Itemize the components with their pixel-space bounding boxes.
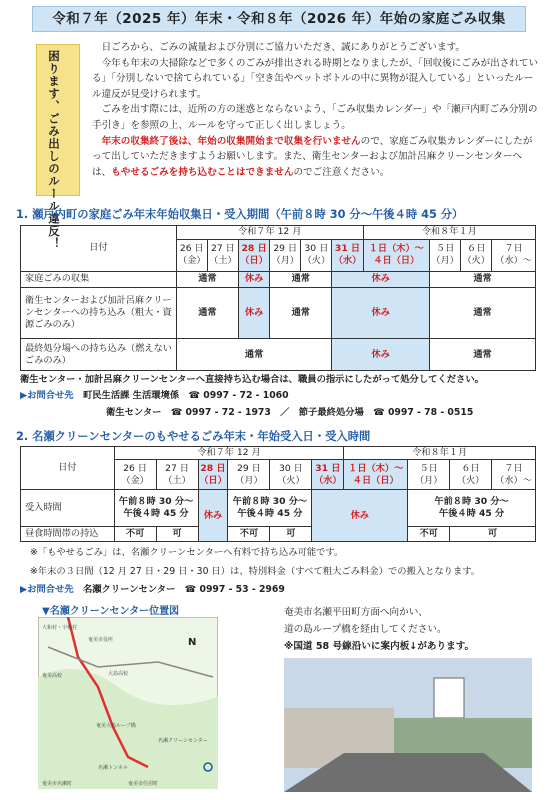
map-label: 奄美高校 [42,673,63,679]
day-5: ５日 （月） [408,460,450,490]
day-6: ６日 （火） [461,239,492,271]
intro-red-1: 年末の収集終了後は、年始の収集開始まで収集を行いません [101,135,361,147]
intro-mid: ので、家庭ごみ収集カレンダーにしたがって出していただきますようお願いします。また、衛生センターおよび加計呂麻クリーンセンターへは、 [92,135,533,178]
day-7: ７日 （水）～ [492,239,536,271]
date-label: 日付 [21,447,115,490]
intro-paragraph-3: ごみを出す際には、近所の方の迷惑とならないよう、「ごみ収集カレンダー」や「瀬戸内町ごみ分別の手引き」を参照の上、ルールを守って正しく出しましょう。 [92,104,538,131]
day-7: ７日 （水）～ [492,460,536,490]
day-27: 27 日 （土） [207,239,238,271]
contact-text: 町民生活課 生活環境係 ☎ 0997 - 72 - 1060 [82,390,289,401]
intro-end: のでご注意ください。 [293,166,390,178]
cell: 不可 [228,526,270,541]
cell: 通常 [430,271,536,288]
day-5: ５日 （月） [430,239,461,271]
row-hours-label: 受入時間 [21,490,115,526]
schedule-table-2 [20,446,536,542]
cell: 午前８時 30 分～ 午後４時 45 分 [228,490,312,526]
cell-holiday: 休み [332,271,430,288]
page-title: 令和７年（2025 年）年末・令和８年（2026 年）年始の家庭ごみ収集 [32,6,526,32]
map-label: 名瀬トンネル [98,765,128,771]
cell-holiday: 休み [312,490,408,542]
day-28: 28 日 （日） [198,460,228,490]
month-r7: 令和７年 12 月 [176,226,363,240]
day-6: ６日 （火） [450,460,492,490]
cell: 可 [156,526,198,541]
contact-text: 名瀬クリーンセンター ☎ 0997 - 53 - 2969 [82,584,285,595]
cell: 通常 [430,339,536,371]
directions [284,604,474,655]
directions-line-2: 道の島ループ橋を経由してください。 [284,624,447,635]
cell-holiday: 休み [332,339,430,371]
cell: 通常 [270,271,332,288]
day-30: 30 日 （火） [301,239,332,271]
north-label: N [188,637,197,648]
section2-note-2: ※年末の３日間（12 月 27 日・29 日・30 日）は、特別料金（すべて粗大ごみ料金）での搬入となります。 [30,566,481,577]
cell: 通常 [176,271,238,288]
month-r8: 令和８年１月 [363,226,535,240]
directions-line-1: 奄美市名瀬平田町方面へ向かい、 [284,607,428,618]
section1-contact-2 [106,406,473,420]
cell: 午前８時 30 分～ 午後４時 45 分 [408,490,536,526]
intro-red-2: もやせるごみを持ち込むことはできません [111,166,294,178]
month-r7: 令和７年 12 月 [114,447,344,460]
road-sign-photo [284,658,532,792]
day-1-4: １日（木）～ ４日（日） [363,239,429,271]
section2-contact [20,583,285,597]
section1-heading: 1. 瀬戸内町の家庭ごみ年末年始収集日・受入期間（午前８時 30 分～午後４時 45 分） [16,208,464,221]
intro-paragraph-1: 日ごろから、ごみの減量および分別にご協力いただき、誠にありがとうございます。 [101,42,466,53]
section1-note: 衛生センター・加計呂麻クリーンセンターへ直接持ち込む場合は、職員の指示にしたがって処分してください。 [20,374,484,385]
day-31: 31 日 （水） [332,239,363,271]
cell: 通常 [176,339,332,371]
cell: 不可 [408,526,450,541]
day-28: 28 日 （日） [239,239,270,271]
location-map [38,617,218,789]
day-1-4: １日（木）～ ４日（日） [344,460,408,490]
intro-paragraph-2: 今年も年末の大掃除などで多くのごみが排出される時期となりましたが、「回収後にごみが出されている」「分別しないで捨てられている」「空き缶やペットボトルの中に異物が混入している」といったルール違反が見受けられます。 [92,57,539,100]
cell: 可 [270,526,312,541]
map-title: ▼名瀬クリーンセンター位置図 [42,606,180,617]
contact-label: ▶お問合せ先 [20,390,74,401]
row-center-label: 衛生センターおよび加計呂麻クリーンセンターへの持ち込み（粗大・資源ごみのみ） [21,288,177,339]
cell: 午前８時 30 分～ 午後４時 45 分 [114,490,198,526]
map-label: 名瀬クリーンセンター [158,738,208,744]
section2-heading: 2. 名瀬クリーンセンターのもやせるごみ年末・年始受入日・受入時間 [16,430,371,443]
map-label: 大和村・宇検村 [42,625,78,631]
cell-holiday: 休み [332,288,430,339]
contact-text: 衛生センター ☎ 0997 - 72 - 1973 ／ 節子最終処分場 ☎ 0997 - 78 - 0515 [106,407,474,418]
cell: 通常 [270,288,332,339]
month-r8: 令和８年１月 [344,447,536,460]
cell-holiday: 休み [239,288,270,339]
intro-text [92,40,540,180]
day-29: 29 日 （月） [270,239,301,271]
day-27: 27 日 （土） [156,460,198,490]
map-label: 大島高校 [108,671,129,677]
cell-holiday: 休み [198,490,228,542]
day-30: 30 日 （火） [270,460,312,490]
section1-contact-1 [20,389,289,403]
day-26: 26 日 （金） [114,460,156,490]
map-label: 奄美市住用町 [128,781,159,787]
day-31: 31 日 （水） [312,460,344,490]
photo-sign [434,678,464,718]
intro-paragraph-4 [92,134,540,181]
row-landfill-label: 最終処分場への持ち込み（燃えないごみのみ） [21,339,177,371]
cell-holiday: 休み [239,271,270,288]
directions-line-3: ※国道 58 号線沿いに案内板↓があります。 [284,641,475,652]
day-29: 29 日 （月） [228,460,270,490]
section2-note-1: ※「もやせるごみ」は、名瀬クリーンセンターへ有料で持ち込み可能です。 [30,547,344,558]
cell: 可 [450,526,536,541]
schedule-table-1 [20,225,536,371]
warning-label: 困ります、ごみ出しのルール違反！ [47,50,61,250]
map-label: 奄美大島ループ橋 [96,723,136,729]
cell: 通常 [430,288,536,339]
cell: 通常 [176,288,238,339]
map-label: 奄美市名瀬町 [42,781,73,787]
cell: 不可 [114,526,156,541]
map-label: 奄美市役所 [88,637,114,643]
row-household-label: 家庭ごみの収集 [21,271,177,288]
date-label: 日付 [21,226,177,272]
row-lunch-label: 昼食時間帯の持込 [21,526,115,541]
contact-label: ▶お問合せ先 [20,584,74,595]
day-26: 26 日 （金） [176,239,207,271]
